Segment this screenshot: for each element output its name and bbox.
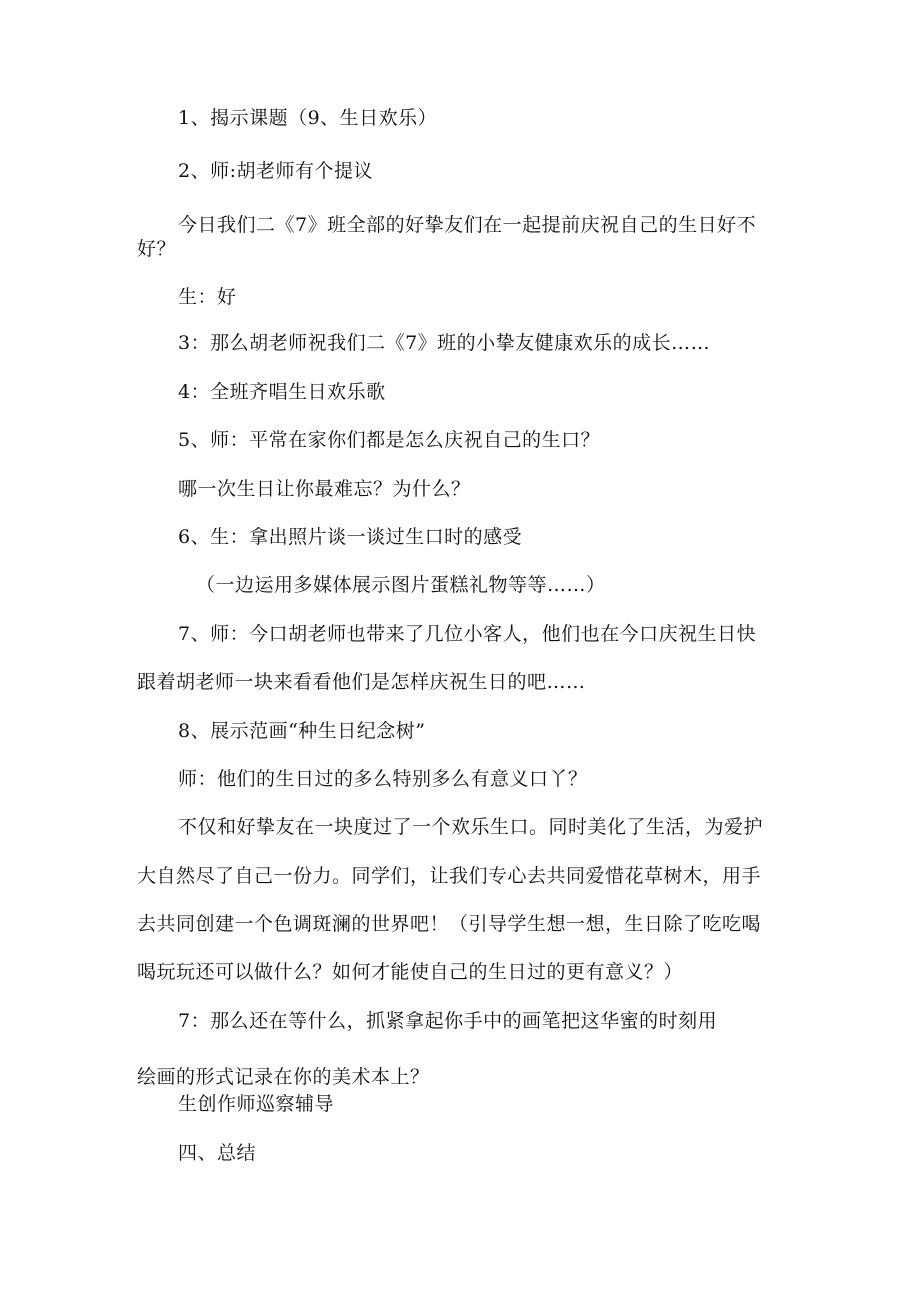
text-line-10: 6、生：拿出照片谈一谈过生口时的感受 (178, 526, 523, 548)
text-line-15: 师：他们的生日过的多么特别多么有意义口丫？ (178, 768, 588, 790)
text-line-1: 1、揭示课题（9、生日欢乐） (178, 107, 438, 129)
text-line-18: 去共同创建一个色调斑澜的世界吧！（引导学生想一想，生日除了吃吃喝 (137, 913, 762, 935)
text-line-2: 2、师:胡老师有个提议 (178, 160, 373, 182)
text-line-9: 哪一次生日让你最难忘？为什么？ (178, 478, 471, 500)
text-line-16: 不仅和好挚友在一块度过了一个欢乐生口。同时美化了生活，为爱护 (178, 816, 764, 838)
text-line-20: 7：那么还在等什么，抓紧拿起你手中的画笔把这华蜜的时刻用 (178, 1010, 718, 1032)
text-line-22: 生创作师巡察辅导 (178, 1093, 335, 1115)
text-line-6: 3：那么胡老师祝我们二《7》班的小挚友健康欢乐的成长…… (178, 332, 711, 354)
text-line-3: 今日我们二《7》班全部的好挚友们在一起提前庆祝自己的生日好不 (178, 214, 757, 236)
text-line-11: （一边运用多媒体展示图片蛋糕礼物等等……） (196, 574, 606, 596)
text-line-19: 喝玩玩还可以做什么？如何才能使自己的生日过的更有意义？） (137, 961, 684, 983)
text-line-17: 大自然尽了自己一份力。同学们，让我们专心去共同爱惜花草树木，用手 (137, 865, 762, 887)
section-heading-summary: 四、总结 (178, 1142, 257, 1164)
text-line-12: 7、师：今口胡老师也带来了几位小客人，他们也在今口庆祝生日快 (178, 623, 757, 645)
text-line-4: 好？ (137, 238, 177, 260)
text-line-21: 绘画的形式记录在你的美术本上？ (137, 1066, 430, 1088)
text-line-14: 8、展示范画“种生日纪念树” (178, 720, 426, 742)
text-line-8: 5、师：平常在家你们都是怎么庆祝自己的生口？ (178, 429, 601, 451)
text-line-13: 跟着胡老师一块来看看他们是怎样庆祝生日的吧…… (137, 671, 586, 693)
text-line-5: 生：好 (178, 286, 237, 308)
text-line-7: 4：全班齐唱生日欢乐歌 (178, 381, 386, 403)
